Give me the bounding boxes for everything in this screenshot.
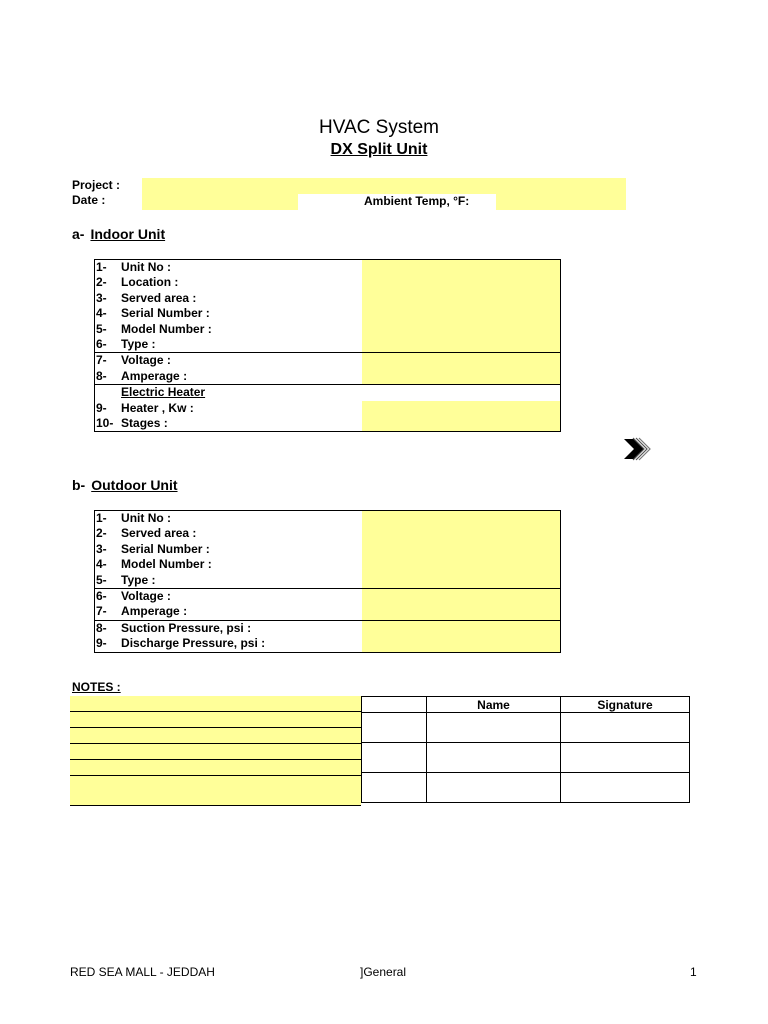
indoor-unit-prefix: a-	[72, 226, 85, 242]
value-cell[interactable]	[362, 557, 561, 572]
table-row	[95, 275, 561, 290]
row-label: Unit No :	[121, 260, 172, 274]
row-label: Unit No :	[121, 511, 172, 525]
value-cell[interactable]	[362, 353, 561, 369]
table-row	[95, 260, 561, 276]
table-row	[362, 713, 690, 743]
value-cell[interactable]	[362, 573, 561, 589]
value-cell[interactable]	[362, 291, 561, 306]
row-number: 1-	[96, 260, 107, 274]
table-row	[95, 604, 561, 620]
row-number: 4-	[96, 306, 107, 321]
row-label: Type :	[121, 572, 156, 587]
blank-header-cell	[362, 697, 427, 713]
table-row	[95, 322, 561, 337]
value-cell[interactable]	[362, 322, 561, 337]
outdoor-unit-heading	[72, 477, 178, 493]
footer-left: RED SEA MALL - JEDDAH	[70, 965, 215, 979]
table-row	[95, 369, 561, 385]
value-cell[interactable]	[362, 401, 561, 416]
row-number: 9-	[96, 400, 107, 415]
notes-line[interactable]	[70, 712, 361, 728]
value-cell[interactable]	[362, 416, 561, 432]
row-number: 2-	[96, 526, 107, 541]
table-row	[95, 353, 561, 369]
value-cell[interactable]	[362, 369, 561, 385]
row-number: 10-	[96, 416, 114, 431]
row-number: 6-	[96, 337, 107, 352]
name-cell[interactable]	[427, 773, 561, 803]
row-label: Location :	[121, 275, 179, 290]
table-row	[362, 743, 690, 773]
indoor-unit-title: Indoor Unit	[90, 226, 166, 242]
row-number: 5-	[96, 572, 107, 587]
signature-cell[interactable]	[561, 713, 690, 743]
notes-line[interactable]	[70, 744, 361, 760]
row-label: Amperage :	[121, 604, 188, 619]
row-label: Model Number :	[121, 557, 212, 572]
value-cell[interactable]	[362, 526, 561, 541]
row-number: 5-	[96, 321, 107, 336]
outdoor-unit-title: Outdoor Unit	[91, 477, 178, 493]
table-row	[95, 557, 561, 572]
value-cell[interactable]	[362, 589, 561, 605]
value-cell[interactable]	[362, 542, 561, 557]
notes-line[interactable]	[70, 790, 361, 806]
table-row	[95, 542, 561, 557]
value-cell[interactable]	[362, 306, 561, 321]
role-cell[interactable]	[362, 713, 427, 743]
electric-heater-subheading: Electric Heater	[121, 385, 362, 401]
row-number: 3-	[96, 541, 107, 556]
row-label: Served area :	[121, 526, 197, 541]
table-row	[95, 337, 561, 353]
value-cell[interactable]	[362, 275, 561, 290]
blank-cell	[362, 385, 561, 401]
notes-label: NOTES :	[72, 680, 121, 694]
table-row	[362, 697, 690, 713]
table-row	[95, 306, 561, 321]
page-number: 1	[690, 965, 697, 979]
table-row	[95, 511, 561, 527]
date-label: Date :	[72, 193, 106, 207]
page-subtitle: DX Split Unit	[330, 141, 428, 158]
row-number: 8-	[95, 620, 122, 636]
project-field[interactable]	[142, 178, 626, 194]
signature-cell[interactable]	[561, 773, 690, 803]
table-row	[95, 573, 561, 589]
row-number: 9-	[96, 636, 107, 651]
row-label: Served area :	[121, 290, 197, 305]
row-number: 3-	[96, 290, 107, 305]
notes-line[interactable]	[70, 728, 361, 744]
value-cell[interactable]	[362, 604, 561, 620]
indoor-unit-heading	[72, 226, 165, 242]
value-cell[interactable]	[362, 636, 561, 652]
row-number: 2-	[96, 275, 107, 290]
date-field[interactable]	[142, 194, 298, 210]
row-number: 6-	[95, 589, 122, 605]
name-cell[interactable]	[427, 713, 561, 743]
table-row	[95, 636, 561, 652]
role-cell[interactable]	[362, 773, 427, 803]
row-label: Serial Number :	[121, 541, 210, 556]
row-label: Serial Number :	[121, 306, 210, 321]
table-row	[95, 416, 561, 432]
name-header: Name	[427, 697, 561, 713]
role-cell[interactable]	[362, 743, 427, 773]
table-row	[95, 589, 561, 605]
row-label: Voltage :	[121, 589, 362, 605]
row-label: Discharge Pressure, psi :	[121, 636, 266, 651]
row-label: Suction Pressure, psi :	[121, 620, 362, 636]
ambient-temp-field[interactable]	[496, 194, 626, 210]
signature-table	[361, 696, 690, 803]
row-number: 1-	[96, 511, 107, 525]
notes-line[interactable]	[70, 696, 361, 712]
signature-cell[interactable]	[561, 743, 690, 773]
row-number: 8-	[96, 368, 107, 383]
ambient-temp-label: Ambient Temp, °F:	[364, 194, 470, 208]
signature-header: Signature	[561, 697, 690, 713]
value-cell[interactable]	[362, 260, 561, 276]
chevron-arrows-icon[interactable]	[620, 436, 654, 462]
row-number	[95, 385, 122, 401]
page-title: HVAC System	[318, 117, 439, 138]
value-cell[interactable]	[362, 511, 561, 527]
notes-line[interactable]	[70, 760, 361, 776]
outdoor-unit-prefix: b-	[72, 477, 86, 493]
row-label: Stages :	[121, 416, 168, 431]
row-number: 4-	[96, 557, 107, 572]
footer-center: ]General	[360, 965, 407, 979]
row-label: Amperage :	[121, 368, 188, 383]
row-label: Type :	[121, 337, 156, 352]
row-label: Model Number :	[121, 321, 212, 336]
row-number: 7-	[95, 353, 122, 369]
value-cell[interactable]	[362, 620, 561, 636]
row-label: Voltage :	[121, 353, 362, 369]
value-cell[interactable]	[362, 337, 561, 353]
table-row	[95, 526, 561, 541]
name-cell[interactable]	[427, 743, 561, 773]
table-row	[95, 620, 561, 636]
table-row	[362, 773, 690, 803]
indoor-unit-table	[94, 259, 561, 432]
row-label: Heater , Kw :	[121, 400, 194, 415]
table-row	[95, 401, 561, 416]
table-row	[95, 291, 561, 306]
project-label: Project :	[72, 178, 121, 192]
outdoor-unit-table	[94, 510, 561, 653]
row-number: 7-	[96, 604, 107, 619]
table-row	[95, 385, 561, 401]
